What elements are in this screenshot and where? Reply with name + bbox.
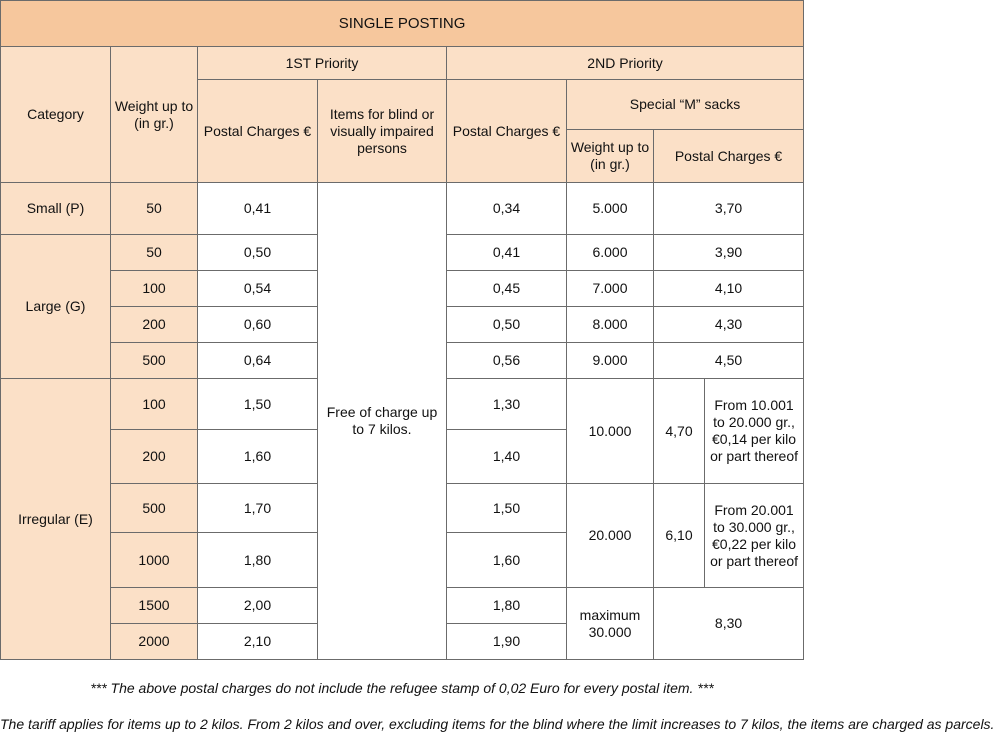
weight-cell: 2000 — [111, 624, 198, 660]
priority2-charge: 0,50 — [447, 307, 567, 343]
sack-weight: maximum 30.000 — [567, 588, 654, 660]
priority1-charge: 0,60 — [198, 307, 318, 343]
sack-weight: 5.000 — [567, 183, 654, 235]
priority1-charge: 1,60 — [198, 430, 318, 484]
weight-cell: 500 — [111, 343, 198, 379]
priority1-charge: 2,00 — [198, 588, 318, 624]
sack-weight: 9.000 — [567, 343, 654, 379]
sack-weight: 6.000 — [567, 235, 654, 271]
category-header: Category — [1, 47, 111, 183]
category-irregular: Irregular (E) — [1, 379, 111, 660]
free-of-charge-cell: Free of charge up to 7 kilos. — [318, 183, 447, 660]
weight-cell: 50 — [111, 235, 198, 271]
sack-extra-charge: From 10.001 to 20.000 gr., €0,14 per kilo or part thereof — [705, 379, 804, 484]
priority1-charge: 2,10 — [198, 624, 318, 660]
priority1-charge: 0,64 — [198, 343, 318, 379]
postal-charges-2-header: Postal Charges € — [447, 80, 567, 183]
first-priority-header: 1ST Priority — [198, 47, 447, 80]
priority1-charge: 1,80 — [198, 533, 318, 588]
weight-header: Weight up to (in gr.) — [111, 47, 198, 183]
weight-cell: 50 — [111, 183, 198, 235]
special-sacks-header: Special “M” sacks — [567, 80, 804, 130]
weight-cell: 100 — [111, 271, 198, 307]
sack-weight: 10.000 — [567, 379, 654, 484]
refugee-stamp-note: *** The above postal charges do not include the refugee stamp of 0,02 Euro for every postal item. *** — [90, 680, 714, 696]
priority1-charge: 0,50 — [198, 235, 318, 271]
sack-charge: 3,90 — [654, 235, 804, 271]
priority2-charge: 1,80 — [447, 588, 567, 624]
weight-cell: 200 — [111, 307, 198, 343]
priority1-charge: 0,54 — [198, 271, 318, 307]
category-large: Large (G) — [1, 235, 111, 379]
priority2-charge: 1,40 — [447, 430, 567, 484]
table-row — [1, 183, 804, 235]
sack-charge: 4,10 — [654, 271, 804, 307]
sack-charge: 6,10 — [654, 484, 705, 588]
priority2-charge: 1,50 — [447, 484, 567, 533]
sack-charges-header: Postal Charges € — [654, 130, 804, 183]
priority2-charge: 0,34 — [447, 183, 567, 235]
tariff-note: The tariff applies for items up to 2 kilos. From 2 kilos and over, excluding items for the blind where the limit increases to 7 kilos, the items are charged as parcels. — [0, 716, 994, 732]
second-priority-header: 2ND Priority — [447, 47, 804, 80]
weight-cell: 1000 — [111, 533, 198, 588]
priority2-charge: 0,45 — [447, 271, 567, 307]
sack-weight-header: Weight up to (in gr.) — [567, 130, 654, 183]
priority2-charge: 1,90 — [447, 624, 567, 660]
priority2-charge: 1,60 — [447, 533, 567, 588]
priority2-charge: 1,30 — [447, 379, 567, 430]
sack-charge: 8,30 — [654, 588, 804, 660]
weight-cell: 100 — [111, 379, 198, 430]
sack-charge: 3,70 — [654, 183, 804, 235]
priority1-charge: 1,70 — [198, 484, 318, 533]
postal-charges-1-header: Postal Charges € — [198, 80, 318, 183]
priority1-charge: 0,41 — [198, 183, 318, 235]
table-title: SINGLE POSTING — [1, 1, 804, 47]
sack-weight: 8.000 — [567, 307, 654, 343]
sack-charge: 4,70 — [654, 379, 705, 484]
category-small: Small (P) — [1, 183, 111, 235]
sack-weight: 7.000 — [567, 271, 654, 307]
sack-extra-charge: From 20.001 to 30.000 gr., €0,22 per kilo or part thereof — [705, 484, 804, 588]
weight-cell: 500 — [111, 484, 198, 533]
weight-cell: 200 — [111, 430, 198, 484]
priority2-charge: 0,56 — [447, 343, 567, 379]
sack-charge: 4,30 — [654, 307, 804, 343]
priority1-charge: 1,50 — [198, 379, 318, 430]
sack-charge: 4,50 — [654, 343, 804, 379]
blind-items-header: Items for blind or visually impaired persons — [318, 80, 447, 183]
weight-cell: 1500 — [111, 588, 198, 624]
priority2-charge: 0,41 — [447, 235, 567, 271]
sack-weight: 20.000 — [567, 484, 654, 588]
